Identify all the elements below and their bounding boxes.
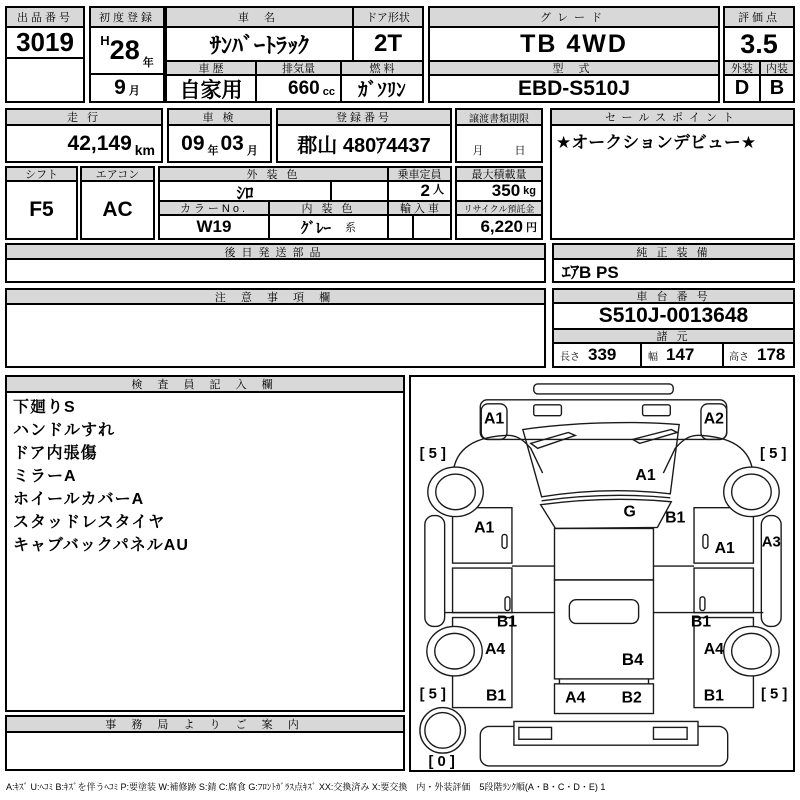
history-value: 自家用	[165, 74, 257, 103]
payload-label: 最大積載量	[471, 169, 527, 181]
shaken-month: 03	[220, 131, 244, 155]
ac-value: AC	[80, 180, 155, 240]
vehicle-diagram	[411, 377, 793, 770]
int-color-value	[268, 214, 389, 240]
code-bed: B4	[621, 650, 644, 670]
grade-label: グレード	[540, 12, 608, 24]
door-handle-icon	[505, 597, 510, 611]
import-value	[387, 214, 452, 240]
office-value	[5, 731, 405, 771]
score-value: 3.5	[723, 26, 795, 62]
height-cell	[722, 342, 795, 368]
code-panel-left-lower: B1	[485, 687, 507, 705]
auction-no-label: 出品番号	[17, 12, 73, 24]
transfer-day-unit: 日	[514, 145, 526, 157]
interior-grade-label: 内装	[766, 63, 788, 75]
side-panel-left	[453, 568, 512, 613]
plate-label: 登録番号	[336, 112, 392, 124]
shaken-value	[167, 124, 272, 163]
color-no-label: カラーNo.	[179, 203, 249, 215]
width-cell	[640, 342, 724, 368]
inspector-note: ホイールカバーA	[13, 491, 145, 508]
car-name-label: 車 名	[237, 12, 282, 24]
rear-bumper-bar	[514, 721, 698, 745]
score-header	[723, 6, 795, 28]
exterior-grade-label: 外装	[731, 63, 753, 75]
capacity-label: 乗車定員	[397, 169, 442, 181]
damage-code-legend: A:ｷｽﾞ U:ﾍｺﾐ B:ｷｽﾞを伴うﾍｺﾐ P:要塗装 W:補修跡 S:錆 C:腐食 G:ﾌﾛﾝﾄｶﾞﾗｽ点ｷｽﾞ XX:交換済み X:要交換 内・外装評価 5段階ﾗﾝｸ順(A・B・C・D・E) 1	[6, 782, 606, 792]
door-handle-icon	[700, 597, 705, 611]
recycle-unit: 円	[526, 222, 537, 234]
front-panel	[480, 400, 726, 440]
ext-color-label: 外 装 色	[246, 169, 301, 181]
sales-point-value: ★オークションデビュー★	[550, 124, 795, 240]
ext-color-value: ｼﾛ	[158, 180, 332, 202]
capacity-value	[387, 180, 452, 202]
door-handle-icon	[703, 534, 708, 548]
transfer-doc-label: 譲渡書類期限	[469, 113, 529, 125]
shift-value: F5	[5, 180, 78, 240]
cab-roof	[554, 528, 653, 579]
code-windshield: A1	[635, 466, 656, 484]
mileage-label: 走 行	[66, 112, 102, 124]
dimensions-label: 諸 元	[656, 331, 691, 343]
inspector-notes	[5, 391, 405, 712]
inspector-label: 検 査 員 記 入 欄	[131, 379, 279, 391]
later-parts-value	[5, 258, 546, 283]
code-front-right: A2	[703, 410, 724, 428]
tire-depth-spare: [ 0 ]	[428, 753, 455, 770]
auction-no-header	[5, 6, 85, 28]
mileage-unit: km	[134, 142, 155, 158]
cowl-panel	[541, 499, 672, 528]
first-reg-label: 初度登録	[99, 12, 155, 24]
caution-label: 注 意 事 項 欄	[214, 291, 337, 304]
tire-depth-rear-left: [ 5 ]	[419, 686, 446, 703]
code-glass: G	[623, 503, 636, 521]
caution-value	[5, 303, 546, 368]
door-handle-icon	[502, 534, 507, 548]
sales-point-label: セールスポイント	[604, 112, 740, 124]
import-divider	[412, 216, 414, 238]
payload-value	[455, 180, 543, 202]
shift-label: シフト	[25, 169, 58, 181]
sill-strip-right	[761, 516, 781, 627]
spare-tire	[420, 708, 466, 754]
door-shape-header	[352, 6, 424, 28]
inspector-note: スタッドレスタイヤ	[13, 514, 166, 531]
headlight-left-icon	[534, 405, 562, 416]
equipment-value: ｴｱB PS	[552, 258, 795, 283]
code-fender-right: A4	[703, 641, 724, 659]
width-label: 幅	[648, 351, 658, 363]
length-cell	[552, 342, 642, 368]
height-label: 高さ	[729, 351, 749, 363]
door-shape-value: 2T	[352, 26, 424, 62]
capacity-unit: 人	[433, 184, 444, 196]
first-reg-year-cell	[89, 26, 165, 75]
vehicle-diagram-box	[409, 375, 795, 772]
month-unit: 月	[128, 85, 140, 97]
shaken-year-unit: 年	[207, 145, 219, 157]
headlight-right-icon	[643, 405, 671, 416]
first-reg-month-cell	[89, 73, 165, 103]
side-panel-right	[694, 568, 753, 613]
ac-label: エアコン	[95, 169, 140, 181]
mileage-value	[5, 124, 163, 163]
code-front-left: A1	[484, 410, 505, 428]
inspector-note: キャブバックパネルAU	[13, 537, 189, 554]
displacement-unit: cc	[322, 86, 335, 98]
office-label: 事 務 局 よ り ご 案 内	[105, 719, 305, 731]
car-name-header	[165, 6, 354, 28]
payload-unit: kg	[523, 185, 536, 197]
auction-no-value: 3019	[5, 26, 85, 59]
recycle-number: 6,220	[480, 217, 523, 236]
equipment-label: 純 正 装 備	[636, 246, 711, 259]
fuel-label: 燃 料	[369, 63, 395, 75]
recycle-value	[455, 214, 543, 240]
car-name-value: ｻﾝﾊﾞｰﾄﾗｯｸ	[165, 26, 354, 62]
front-bumper-top	[534, 384, 674, 394]
displacement-label: 排気量	[282, 63, 315, 75]
first-reg-year: 28	[109, 35, 140, 65]
code-door-right: A1	[714, 540, 735, 558]
code-door-left: A1	[474, 519, 495, 537]
sill-strip-left	[425, 516, 445, 627]
code-panel-right-lower: B1	[703, 687, 724, 705]
cab-rear-window	[569, 600, 638, 624]
import-label: 輸 入 車	[399, 203, 440, 215]
code-cowl: B1	[665, 509, 686, 527]
history-label: 車 歴	[198, 63, 224, 75]
ext-color-extra	[330, 180, 389, 202]
code-sill-right: A3	[761, 534, 781, 551]
displacement-value	[255, 74, 342, 103]
year-unit: 年	[142, 57, 154, 69]
shaken-label: 車 検	[202, 112, 237, 124]
displacement-number: 660	[288, 77, 320, 99]
vin-label: 車 台 番 号	[636, 291, 711, 303]
int-color-name: ｸﾞﾚｰ	[300, 219, 331, 237]
model-code-value: EBD-S510J	[428, 74, 720, 103]
tire-depth-front-left: [ 5 ]	[419, 446, 446, 463]
capacity-number: 2	[420, 181, 430, 200]
era-mark: H	[100, 33, 110, 48]
mileage-number: 42,149	[67, 131, 132, 155]
length-value: 339	[588, 345, 617, 364]
code-panel-right-upper: B1	[690, 613, 712, 631]
wiper-left-icon	[531, 432, 576, 448]
exterior-grade-value: D	[723, 74, 761, 103]
grade-value: TB 4WD	[428, 26, 720, 62]
shaken-month-unit: 月	[246, 145, 258, 157]
wiper-right-icon	[633, 430, 678, 444]
code-fender-left: A4	[485, 641, 506, 659]
first-reg-month: 9	[114, 76, 126, 99]
vin-value: S510J-0013648	[552, 302, 795, 330]
transfer-doc-value	[455, 124, 543, 163]
auction-no-empty	[5, 57, 85, 103]
inspector-note: ドア内張傷	[13, 445, 98, 462]
tire-depth-front-right: [ 5 ]	[760, 446, 787, 463]
tire-depth-rear-right: [ 5 ]	[761, 686, 788, 703]
later-parts-label: 後日発送部品	[224, 246, 327, 259]
code-tailgate-right: B2	[621, 689, 642, 707]
model-code-label: 型 式	[552, 63, 596, 75]
transfer-month-unit: 月	[472, 145, 484, 157]
recycle-label: リサイクル預託金	[463, 203, 535, 214]
inspector-note: ミラーA	[13, 468, 77, 485]
inspector-note: 下廻りS	[13, 399, 76, 416]
shaken-year: 09	[181, 131, 205, 155]
length-label: 長さ	[560, 351, 580, 363]
plate-value: 郡山 480ｱ4437	[276, 124, 452, 163]
grade-header	[428, 6, 720, 28]
inspector-note: ハンドルすれ	[13, 422, 116, 439]
width-value: 147	[666, 345, 695, 364]
payload-number: 350	[491, 181, 521, 200]
height-value: 178	[757, 345, 786, 364]
first-reg-header	[89, 6, 165, 28]
interior-grade-value: B	[759, 74, 795, 103]
int-color-suffix: 系	[345, 222, 356, 234]
door-shape-label: ドア形状	[366, 12, 410, 24]
code-tailgate-left: A4	[565, 689, 586, 707]
fuel-value: ｶﾞｿﾘﾝ	[340, 74, 424, 103]
int-color-label: 内 装 色	[301, 203, 356, 215]
color-no-value: W19	[158, 214, 270, 240]
score-label: 評価点	[738, 12, 780, 24]
code-panel-left-upper: B1	[496, 613, 518, 631]
